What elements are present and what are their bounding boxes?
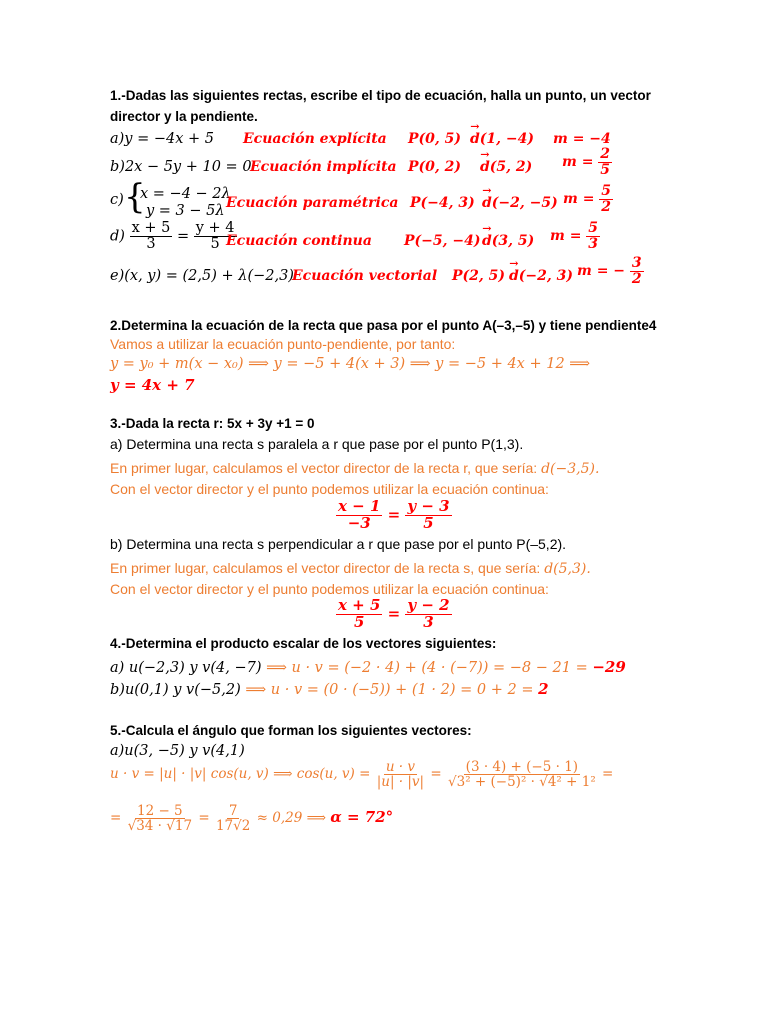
- q1-heading-line1: 1.-Dadas las siguientes rectas, escribe el tipo de ecuación, halla un punto, un vector: [110, 88, 651, 103]
- q2-equation-line: y = y₀ + m(x − x₀) ⟹ y = −5 + 4(x + 3) ⟹ y = −5 + 4x + 12 ⟹: [110, 356, 591, 372]
- q1-b-vector: → d(5, 2): [480, 159, 532, 175]
- q3-b-line2: Con el vector director y el punto podemos utilizar la ecuación continua:: [110, 581, 549, 597]
- q1-d-type: Ecuación continua: [226, 233, 372, 249]
- q4-b-line: b)u(0,1) y v(−5,2) ⟹ u · v = (0 · (−5)) + (1 · 2) = 0 + 2 = 2: [110, 680, 549, 698]
- q3-a-continuous-equation: $\frac{x - 1}{-3}$ = $\frac{y - 3}{5}$: [338, 497, 450, 532]
- q1-b-point: P(0, 2): [408, 159, 462, 175]
- q5-a-given: a)u(3, −5) y v(4,1): [110, 743, 245, 759]
- q3-a-line2: Con el vector director y el punto podemos utilizar la ecuación continua:: [110, 481, 549, 497]
- q1-a-vector: → d(1, −4): [470, 131, 534, 147]
- q3-b-prompt: b) Determina una recta s perpendicular a r que pase por el punto P(–5,2).: [110, 536, 567, 552]
- q1-b-type: Ecuación implícita: [250, 159, 397, 175]
- q2-result: y = 4x + 7: [110, 376, 195, 394]
- q1-e-equation: e)(x, y) = (2,5) + λ(−2,3): [110, 268, 294, 284]
- q4-heading: 4.-Determina el producto escalar de los vectores siguientes:: [110, 636, 497, 651]
- q1-c-slope: m = $\frac{5}{2}$: [563, 183, 612, 215]
- q5-heading: 5.-Calcula el ángulo que forman los siguientes vectores:: [110, 723, 472, 738]
- q1-a-type: Ecuación explícita: [243, 131, 387, 147]
- q1-d-point: P(−5, −4): [404, 233, 481, 249]
- q1-b-slope: m = $\frac{2}{5}$: [562, 146, 611, 178]
- q3-a-line1: En primer lugar, calculamos el vector director de la recta r, que sería: d(−3,5).: [110, 460, 600, 477]
- q1-heading-line2: director y la pendiente.: [110, 109, 258, 124]
- q3-b-line1: En primer lugar, calculamos el vector director de la recta s, que sería: d(5,3).: [110, 560, 591, 577]
- q1-a-slope: m = −4: [553, 131, 611, 147]
- q1-d-vector: → d(3, 5): [482, 233, 534, 249]
- q1-d-slope: m = $\frac{5}{3}$: [550, 220, 599, 252]
- q1-e-type: Ecuación vectorial: [292, 268, 438, 284]
- q1-b-equation: b)2x − 5y + 10 = 0: [110, 159, 252, 175]
- q1-e-point: P(2, 5): [452, 268, 506, 284]
- q1-c-type: Ecuación paramétrica: [226, 195, 399, 211]
- q2-heading: 2.Determina la ecuación de la recta que pasa por el punto A(–3,–5) y tiene pendiente4: [110, 318, 657, 333]
- q1-e-slope: m = − $\frac{3}{2}$: [577, 255, 642, 287]
- q3-a-prompt: a) Determina una recta s paralela a r que pase por el punto P(1,3).: [110, 436, 524, 452]
- q5-line1: u · v = |u| · |v| cos(u, v) ⟹ cos(u, v) = $\frac{u \cdot v}{|u| \cdot |v|}$ = $\frac{(3 \cdot 4) + (-5 \cdot 1)}{\text{√3² + (−5)² · √4² + 1²}}$ =: [110, 759, 614, 791]
- document-page: 1.-Dadas las siguientes rectas, escribe el tipo de ecuación, halla un punto, un vector director y la pendiente. a)y = −4x + 5 Ecuación explícita P(0, 5) → d(1, −4) m = −4 b)2x − 5y + 10 = 0 Ecuación implícita P(0, 2) → d(5, 2) m = $\frac{2}{5}$ c) { x = −4 − 2λ y = 3 − 5λ Ecuación paramétrica P(−4, 3) → d(−2, −5) m = $\frac{5}{2}$ d) $\frac{x + 5}{3}$ = $\frac{y + 4}{5}$ Ecuación continua P(−5, −4) → d(3, 5) m = $\frac{5}{3}$ e)(x, y) = (2,5) + λ(−2,3) Ecuación vectorial P(2, 5) → d(−2, 3) m = − $\frac{3}{2}$ 2.Determina la ecuación de la recta que pasa por el punto A(–3,–5) y tiene pendiente4 Vamos a utilizar la ecuación punto-pendiente, por tanto: y = y₀ + m(x − x₀) ⟹ y = −5 + 4(x + 3) ⟹ y = −5 + 4x + 12 ⟹ y = 4x + 7 3.-Dada la recta r: 5x + 3y +1 = 0 a) Determina una recta s paralela a r que pase por el punto P(1,3). En primer lugar, calculamos el vector director de la recta r, que sería: d(−3,5). Con el vector director y el punto podemos utilizar la ecuación continua: $\frac{x - 1}{-3}$ = $\frac{y - 3}{5}$ b) Determina una recta s perpendicular a r que pase por el punto P(–5,2). En primer lugar, calculamos el vector director de la recta s, que sería: d(5,3). Con el vector director y el punto podemos utilizar la ecuación continua: $\frac{x + 5}{5}$ = $\frac{y - 2}{3}$ 4.-Determina el producto escalar de los vectores siguientes: a) u(−2,3) y v(4, −7) ⟹ u · v = (−2 · 4) + (4 · (−7)) = −8 − 21 = −29 b)u(0,1) y v(−5,2) ⟹ u · v = (0 · (−5)) + (1 · 2) = 0 + 2 = 2 5.-Calcula el ángulo que forman los siguientes vectores: a)u(3, −5) y v(4,1) u · v = |u| · |v| cos(u, v) ⟹ cos(u, v) = $\frac{u \cdot v}{|u| \cdot |v|}$ = $\frac{(3 \cdot 4) + (-5 \cdot 1)}{\text{√3² + (−5)² · √4² + 1²}}$ = = $\frac{12 - 5}{√34 \cdot √17}$ = $\frac{7}{17√2}$ ≈ 0,29 ⟹ α = 72°: [0, 0, 768, 1024]
- q1-c-vector: → d(−2, −5): [482, 195, 558, 211]
- q2-intro: Vamos a utilizar la ecuación punto-pendiente, por tanto:: [110, 336, 456, 352]
- q4-a-line: a) u(−2,3) y v(4, −7) ⟹ u · v = (−2 · 4) + (4 · (−7)) = −8 − 21 = −29: [110, 658, 626, 676]
- q1-a-point: P(0, 5): [408, 131, 462, 147]
- q1-e-vector: → d(−2, 3): [509, 268, 573, 284]
- q3-b-continuous-equation: $\frac{x + 5}{5}$ = $\frac{y - 2}{3}$: [338, 596, 450, 631]
- q3-heading: 3.-Dada la recta r: 5x + 3y +1 = 0: [110, 416, 315, 431]
- q1-c-point: P(−4, 3): [410, 195, 475, 211]
- q1-a-equation: a)y = −4x + 5: [110, 131, 215, 147]
- q1-d-equation: d) $\frac{x + 5}{3}$ = $\frac{y + 4}{5}$: [110, 220, 235, 253]
- q5-line2: = $\frac{12 - 5}{√34 \cdot √17}$ = $\frac{7}{17√2}$ ≈ 0,29 ⟹ α = 72°: [110, 803, 394, 835]
